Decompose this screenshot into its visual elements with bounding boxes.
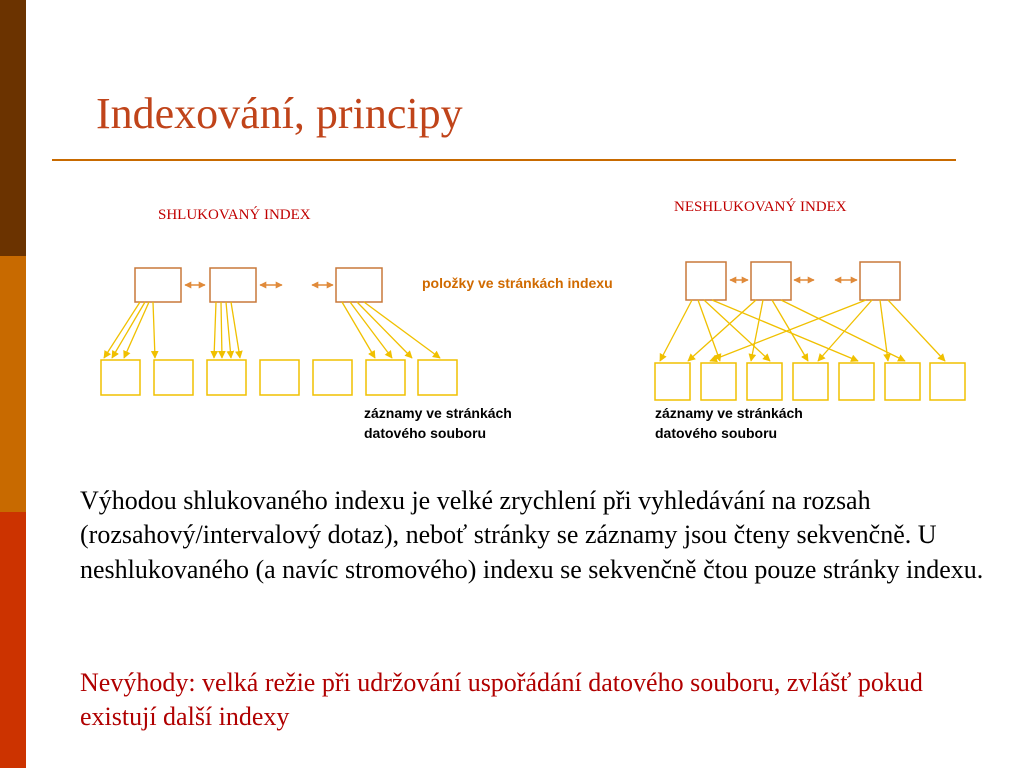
nonclustered-data-caption-line1: záznamy ve stránkách [655,405,803,421]
nonclustered-data-page [655,363,690,400]
nonclustered-pointer-arrow [660,300,692,361]
nonclustered-pointer-arrow [772,300,808,361]
clustered-data-caption-line1: záznamy ve stránkách [364,405,512,421]
nonclustered-pointer-arrow [751,300,763,361]
clustered-data-page [366,360,405,395]
clustered-pointer-arrow [231,302,240,358]
clustered-index-page [135,268,181,302]
nonclustered-data-page [747,363,782,400]
nonclustered-data-page [839,363,874,400]
clustered-data-page [207,360,246,395]
clustered-data-page [313,360,352,395]
clustered-data-caption [364,404,512,443]
clustered-index-page [210,268,256,302]
clustered-pointer-arrow [226,302,231,358]
slide-title: Indexování, principy [96,89,463,138]
sidebar-accent-bottom [0,512,26,768]
nonclustered-data-page [701,363,736,400]
clustered-index-label: SHLUKOVANÝ INDEX [158,207,311,223]
nonclustered-pointer-arrow [880,300,888,361]
clustered-pointer-arrow [357,302,412,358]
nonclustered-data-caption [655,404,803,443]
clustered-data-page [260,360,299,395]
clustered-data-caption-line2: datového souboru [364,424,487,441]
clustered-index-page [336,268,382,302]
clustered-pointer-arrow [342,302,375,358]
nonclustered-pointer-arrow [888,300,945,361]
clustered-pointer-arrow [112,302,145,358]
nonclustered-data-caption-line2: datového souboru [655,424,778,441]
nonclustered-data-page [793,363,828,400]
nonclustered-data-page [885,363,920,400]
nonclustered-index-label: NESHLUKOVANÝ INDEX [674,199,847,215]
advantage-paragraph: Výhodou shlukovaného indexu je velké zrychlení při vyhledávání na rozsah (rozsahový/intervalový dotaz), neboť stránky se záznamy jsou čteny sekvenčně. U neshlukovaného (a navíc stromového) indexu se sekvenčně čtou pouze stránky indexu. [80,486,984,584]
clustered-pointer-arrow [364,302,440,358]
disadvantage-paragraph: Nevýhody: velká režie při udržování uspořádání datového souboru, zvlášť pokud existují další indexy [80,668,923,732]
nonclustered-pointer-arrow [818,300,872,361]
clustered-pointer-arrow [214,302,216,358]
nonclustered-pointer-arrow [688,300,756,361]
clustered-index-diagram [101,268,457,395]
nonclustered-index-page [686,262,726,300]
clustered-pointer-arrow [104,302,140,358]
nonclustered-index-diagram [655,262,965,400]
clustered-pointer-arrow [153,302,155,358]
clustered-data-page [418,360,457,395]
nonclustered-data-page [930,363,965,400]
clustered-pointer-arrow [221,302,222,358]
nonclustered-pointer-arrow [698,300,720,361]
nonclustered-index-page [860,262,900,300]
nonclustered-index-page [751,262,791,300]
clustered-pointer-arrow [350,302,392,358]
nonclustered-pointer-arrow [704,300,770,361]
clustered-data-page [101,360,140,395]
clustered-data-page [154,360,193,395]
index-pages-caption: položky ve stránkách indexu [422,275,613,291]
